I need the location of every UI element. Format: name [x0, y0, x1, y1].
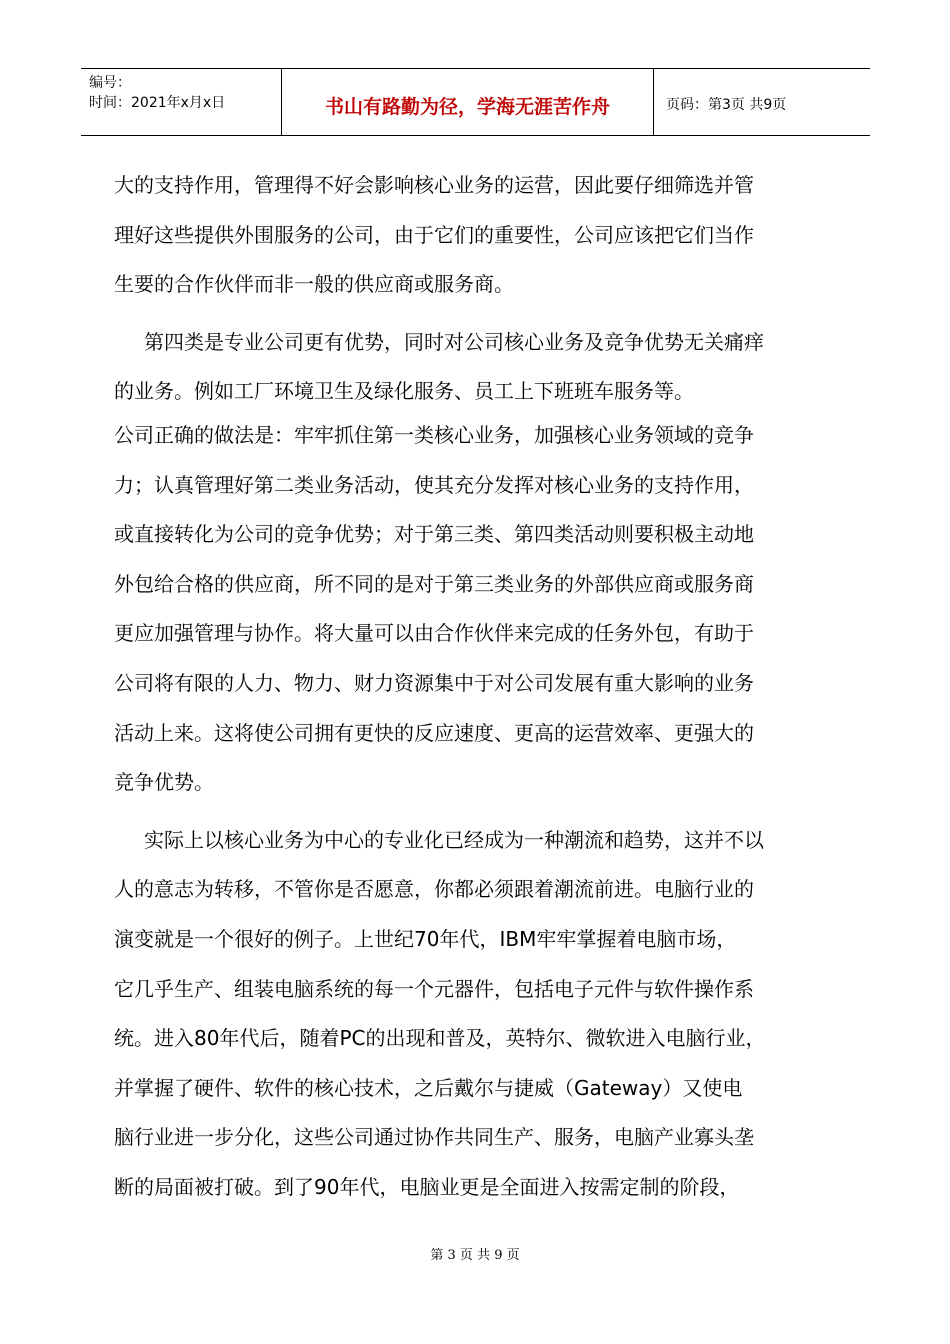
text-line: 断的局面被打破。到了90年代，电脑业更是全面进入按需定制的阶段，	[114, 1174, 740, 1199]
header-motto: 书山有路勤为径，学海无涯苦作舟	[282, 69, 654, 135]
document-number-label: 编号：	[89, 75, 131, 91]
document-date: 时间：2021年x月x日	[89, 95, 226, 111]
paragraph-1	[114, 161, 844, 310]
text-line: 公司正确的做法是：牢牢抓住第一类核心业务，加强核心业务领域的竞争	[114, 422, 754, 447]
paragraph-2	[114, 318, 844, 417]
document-body	[114, 161, 844, 1212]
text-line: 人的意志为转移，不管你是否愿意，你都必须跟着潮流前进。电脑行业的	[114, 877, 754, 902]
text-line: 大的支持作用，管理得不好会影响核心业务的运营，因此要仔细筛选并管	[114, 173, 754, 197]
text-line: 更应加强管理与协作。将大量可以由合作伙伴来完成的任务外包，有助于	[114, 621, 754, 646]
page-footer: 第 3 页 共 9 页	[430, 1248, 520, 1263]
page-header	[81, 68, 870, 136]
text-line: 生要的合作伙伴而非一般的供应商或服务商。	[114, 272, 514, 297]
text-line: 的业务。例如工厂环境卫生及绿化服务、员工上下班班车服务等。	[114, 379, 694, 404]
text-line: 第四类是专业公司更有优势，同时对公司核心业务及竞争优势无关痛痒	[144, 329, 764, 354]
text-line: 公司将有限的人力、物力、财力资源集中于对公司发展有重大影响的业务	[114, 670, 754, 695]
text-line: 统。进入80年代后，随着PC的出现和普及，英特尔、微软进入电脑行业，	[114, 1026, 766, 1051]
text-line: 并掌握了硬件、软件的核心技术，之后戴尔与捷威（Gateway）又使电	[114, 1075, 743, 1100]
text-line: 外包给合格的供应商，所不同的是对于第三类业务的外部供应商或服务商	[114, 571, 754, 596]
text-line: 竞争优势。	[114, 770, 214, 795]
text-line: 实际上以核心业务为中心的专业化已经成为一种潮流和趋势，这并不以	[144, 827, 764, 852]
header-meta	[81, 69, 282, 135]
paragraph-4	[114, 816, 844, 1213]
paragraph-3	[114, 411, 844, 808]
text-line: 它几乎生产、组装电脑系统的每一个元器件，包括电子元件与软件操作系	[114, 976, 754, 1001]
text-line: 活动上来。这将使公司拥有更快的反应速度、更高的运营效率、更强大的	[114, 720, 754, 745]
text-line: 脑行业进一步分化，这些公司通过协作共同生产、服务，电脑产业寡头垄	[114, 1125, 754, 1150]
header-page-info: 页码：第3页 共9页	[666, 97, 787, 113]
text-line: 理好这些提供外围服务的公司，由于它们的重要性，公司应该把它们当作	[114, 222, 754, 247]
text-line: 或直接转化为公司的竞争优势；对于第三类、第四类活动则要积极主动地	[114, 522, 754, 547]
text-line: 演变就是一个很好的例子。上世纪70年代，IBM牢牢掌握着电脑市场，	[114, 926, 737, 951]
text-line: 力；认真管理好第二类业务活动，使其充分发挥对核心业务的支持作用，	[114, 472, 754, 497]
